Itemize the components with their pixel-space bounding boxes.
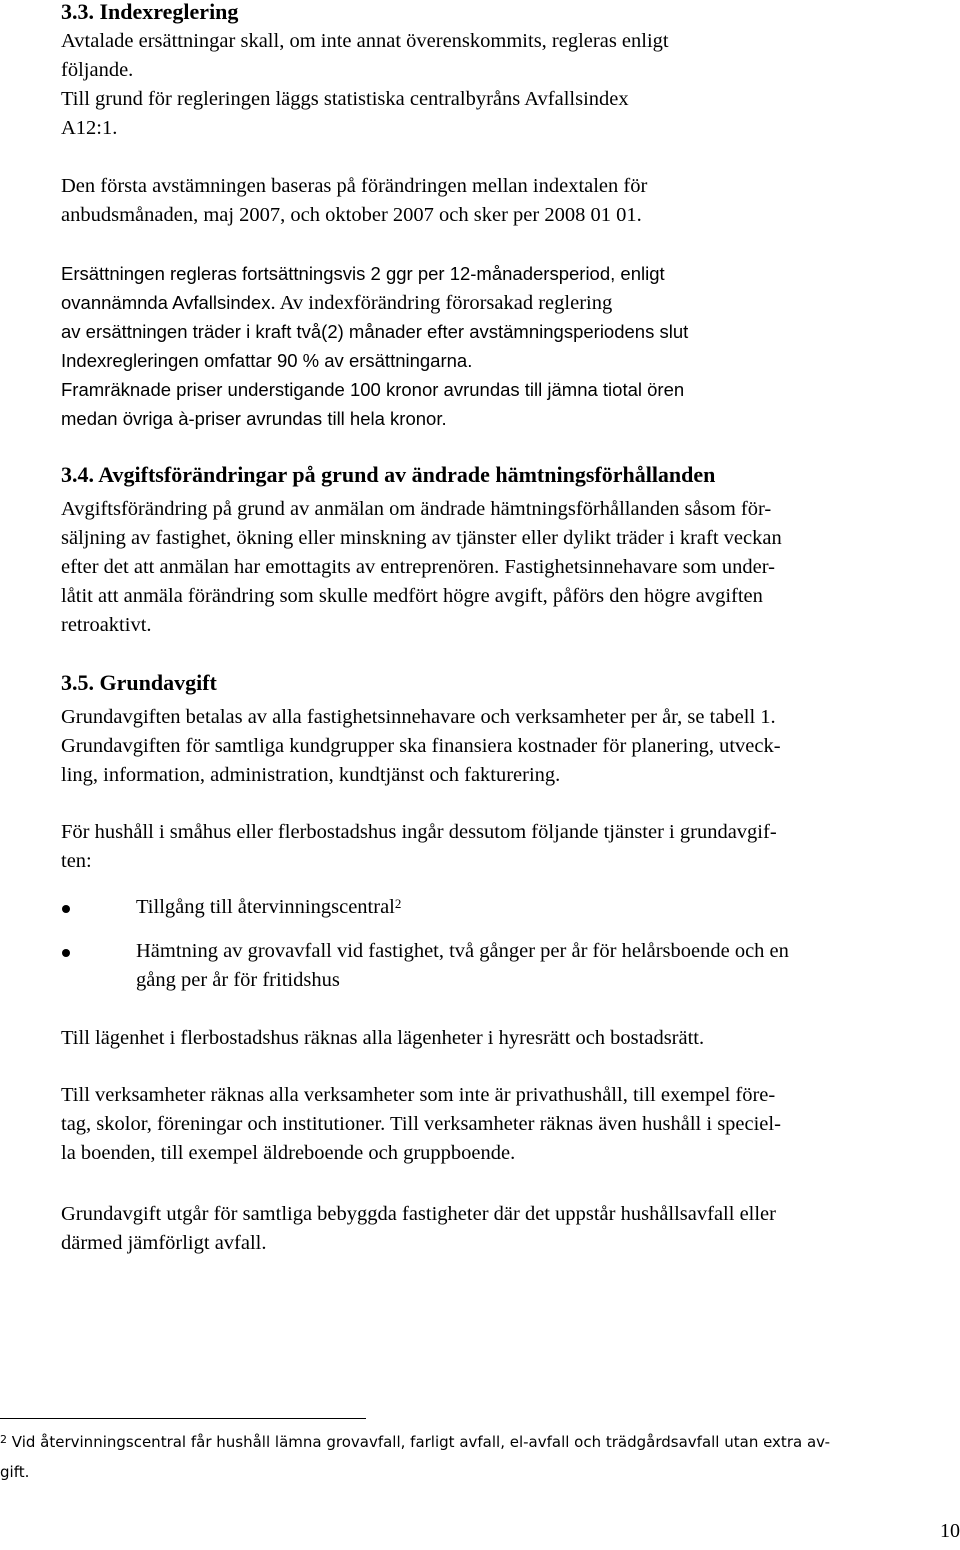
text-line: tag, skolor, föreningar och institutioner. Till verksamheter räknas även hushåll i speciel- bbox=[61, 1113, 781, 1135]
text-line: Hämtning av grovavfall vid fastighet, två gånger per år för helårsboende och en bbox=[136, 940, 789, 962]
text-line: gång per år för fritidshus bbox=[136, 969, 340, 991]
paragraph-3-5-2 bbox=[61, 818, 777, 876]
footnote-number: 2 bbox=[0, 1433, 7, 1446]
footnote-ref: 2 bbox=[394, 896, 402, 911]
text-line: Till verksamheter räknas alla verksamheter som inte är privathushåll, till exempel före- bbox=[61, 1084, 776, 1106]
page-number: 10 bbox=[940, 1520, 960, 1542]
bullet-icon bbox=[62, 949, 70, 957]
text-line: la boenden, till exempel äldreboende och gruppboende. bbox=[61, 1142, 516, 1164]
text-line: Den första avstämningen baseras på förändringen mellan indextalen för bbox=[61, 175, 648, 197]
bullet-icon bbox=[62, 905, 70, 913]
text-line: ten: bbox=[61, 850, 92, 872]
heading-3-4: 3.4. Avgiftsförändringar på grund av ändrade hämtningsförhållanden bbox=[61, 462, 716, 487]
paragraph-3-5-1 bbox=[61, 703, 781, 790]
paragraph-3-4-1 bbox=[61, 495, 782, 640]
paragraph-3-5-5 bbox=[61, 1200, 776, 1258]
list-item bbox=[97, 937, 789, 995]
footnote bbox=[0, 1427, 830, 1487]
paragraph-3-3-2 bbox=[61, 172, 647, 230]
paragraph-3-5-3 bbox=[61, 1024, 704, 1053]
text-line: Grundavgift utgår för samtliga bebyggda fastigheter där det uppstår hushållsavfall eller bbox=[61, 1203, 776, 1225]
text-line: Avtalade ersättningar skall, om inte annat överenskommits, regleras enligt bbox=[61, 30, 669, 52]
text-line: av ersättningen träder i kraft två(2) månader efter avstämningsperiodens slut bbox=[61, 321, 689, 342]
footnote-line bbox=[0, 1427, 830, 1457]
footnote-text: Vid återvinningscentral får hushåll lämna grovavfall, farligt avfall, el-avfall och trädgårdsavfall utan extra av- bbox=[11, 1433, 831, 1451]
text-line: A12:1. bbox=[61, 117, 118, 139]
text-line: retroaktivt. bbox=[61, 614, 152, 636]
text-line: Avgiftsförändring på grund av anmälan om ändrade hämtningsförhållanden såsom för- bbox=[61, 498, 772, 520]
text-line: låtit att anmäla förändring som skulle medfört högre avgift, påförs den högre avgiften bbox=[61, 585, 763, 607]
text-line: därmed jämförligt avfall. bbox=[61, 1232, 267, 1254]
heading-3-5: 3.5. Grundavgift bbox=[61, 670, 217, 695]
text-line bbox=[136, 893, 401, 922]
text-line: säljning av fastighet, ökning eller minskning av tjänster eller dylikt träder i kraft veckan bbox=[61, 527, 782, 549]
text-line: Till lägenhet i flerbostadshus räknas alla lägenheter i hyresrätt och bostadsrätt. bbox=[61, 1027, 705, 1049]
text-line bbox=[61, 288, 688, 317]
text-line: efter det att anmälan har emottagits av entreprenören. Fastighetsinnehavare som under- bbox=[61, 556, 775, 578]
paragraph-3-3-1 bbox=[61, 27, 669, 143]
paragraph-3-5-4 bbox=[61, 1081, 781, 1168]
text-fragment: ovannämnda Avfallsindex bbox=[61, 292, 271, 313]
footnote-divider bbox=[0, 1418, 366, 1419]
text-line: följande. bbox=[61, 59, 134, 81]
paragraph-3-3-3 bbox=[61, 259, 688, 433]
text-line: Till grund för regleringen läggs statistiska centralbyråns Avfallsindex bbox=[61, 88, 629, 110]
text-line: Grundavgiften för samtliga kundgrupper ska finansiera kostnader för planering, utveck- bbox=[61, 735, 781, 757]
footnote-line: gift. bbox=[0, 1463, 30, 1481]
list-item-text: Tillgång till återvinningscentral bbox=[136, 896, 395, 918]
text-line: Indexregleringen omfattar 90 % av ersättningarna. bbox=[61, 350, 473, 371]
text-fragment: . Av indexförändring förorsakad reglering bbox=[270, 292, 613, 314]
text-line: medan övriga à-priser avrundas till hela kronor. bbox=[61, 408, 447, 429]
text-line: För hushåll i småhus eller flerbostadshus ingår dessutom följande tjänster i grundavgif- bbox=[61, 821, 777, 843]
list-item bbox=[97, 893, 401, 922]
text-line: anbudsmånaden, maj 2007, och oktober 2007 och sker per 2008 01 01. bbox=[61, 204, 642, 226]
heading-3-3: 3.3. Indexreglering bbox=[61, 0, 239, 24]
text-line: Ersättningen regleras fortsättningsvis 2 ggr per 12-månadersperiod, enligt bbox=[61, 263, 665, 284]
text-line: Grundavgiften betalas av alla fastighetsinnehavare och verksamheter per år, se tabell 1. bbox=[61, 706, 776, 728]
text-line: Framräknade priser understigande 100 kronor avrundas till jämna tiotal ören bbox=[61, 379, 685, 400]
text-line: ling, information, administration, kundtjänst och fakturering. bbox=[61, 764, 561, 786]
